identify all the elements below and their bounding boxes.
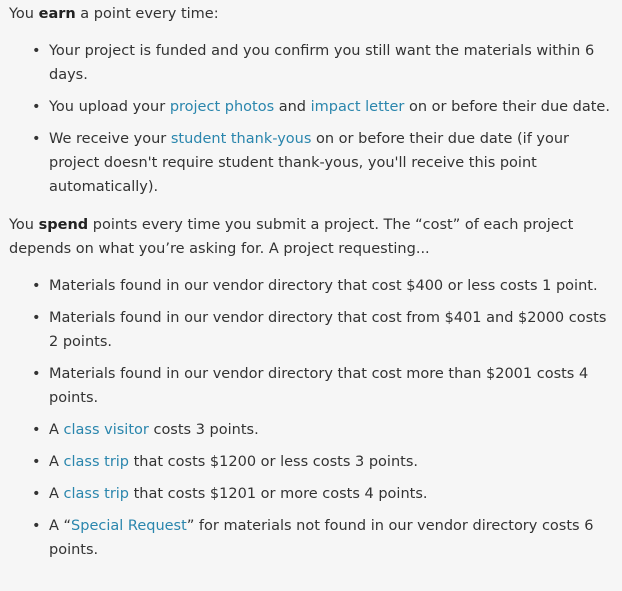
- spend-keyword: spend: [38, 217, 89, 233]
- earn-item-confirm-materials: [32, 39, 614, 87]
- class-trip-link[interactable]: class trip: [63, 486, 130, 502]
- spend-item-special-request: [32, 514, 614, 562]
- spend-intro-pre: You: [9, 217, 39, 233]
- earn-item-text: Your project is funded and you confirm you still want the materials within 6 days.: [49, 43, 595, 83]
- bullet-icon: •: [32, 278, 41, 294]
- bullet-icon: •: [32, 486, 41, 502]
- earn-intro: [9, 2, 614, 26]
- bullet-icon: •: [32, 131, 41, 147]
- spend-item-text: A: [49, 454, 64, 470]
- spend-item-text: A “: [49, 518, 72, 534]
- spend-item-text: A: [49, 422, 64, 438]
- spend-item-materials-400: [32, 274, 614, 298]
- bullet-icon: •: [32, 99, 41, 115]
- spend-item-text: costs 3 points.: [148, 422, 259, 438]
- earn-intro-post: a point every time:: [75, 6, 219, 22]
- bullet-icon: •: [32, 43, 41, 59]
- spend-item-text: Materials found in our vendor directory that cost from $401 and $2000 costs 2 points.: [49, 310, 607, 350]
- bullet-icon: •: [32, 422, 41, 438]
- earn-item-thank-yous: [32, 127, 614, 199]
- spend-item-class-visitor: [32, 418, 614, 442]
- class-visitor-link[interactable]: class visitor: [63, 422, 149, 438]
- spend-item-class-trip-1200: [32, 450, 614, 474]
- spend-item-text: that costs $1201 or more costs 4 points.: [129, 486, 428, 502]
- earn-item-text: and: [274, 99, 311, 115]
- bullet-icon: •: [32, 310, 41, 326]
- earn-item-text: We receive your: [49, 131, 171, 147]
- special-request-link[interactable]: Special Request: [71, 518, 187, 534]
- spend-item-text: ” for materials not found in our vendor directory costs 6 points.: [49, 518, 594, 558]
- earn-item-upload: [32, 95, 614, 119]
- spend-item-materials-2001: [32, 362, 614, 410]
- project-photos-link[interactable]: project photos: [169, 99, 275, 115]
- spend-item-text: Materials found in our vendor directory that cost $400 or less costs 1 point.: [49, 278, 598, 294]
- spend-item-text: that costs $1200 or less costs 3 points.: [129, 454, 418, 470]
- earn-keyword: earn: [38, 6, 76, 22]
- spend-intro-post: points every time you submit a project. The “cost” of each project depends on what you’re asking for. A project requesting...: [9, 217, 574, 257]
- spend-list: [9, 274, 614, 562]
- spend-item-text: A: [49, 486, 64, 502]
- earn-item-text: You upload your: [49, 99, 170, 115]
- bullet-icon: •: [32, 518, 41, 534]
- spend-item-text: Materials found in our vendor directory that cost more than $2001 costs 4 points.: [49, 366, 589, 406]
- impact-letter-link[interactable]: impact letter: [310, 99, 405, 115]
- earn-list: [9, 39, 614, 199]
- earn-item-text: on or before their due date.: [404, 99, 610, 115]
- student-thank-yous-link[interactable]: student thank-yous: [170, 131, 312, 147]
- bullet-icon: •: [32, 366, 41, 382]
- earn-intro-pre: You: [9, 6, 39, 22]
- class-trip-link[interactable]: class trip: [63, 454, 130, 470]
- earn-item-text: on or before their due date (if your project doesn't require student thank-yous, you'll receive this point automatically).: [49, 131, 570, 195]
- spend-item-class-trip-1201: [32, 482, 614, 506]
- spend-item-materials-2000: [32, 306, 614, 354]
- spend-intro: [9, 213, 614, 261]
- bullet-icon: •: [32, 454, 41, 470]
